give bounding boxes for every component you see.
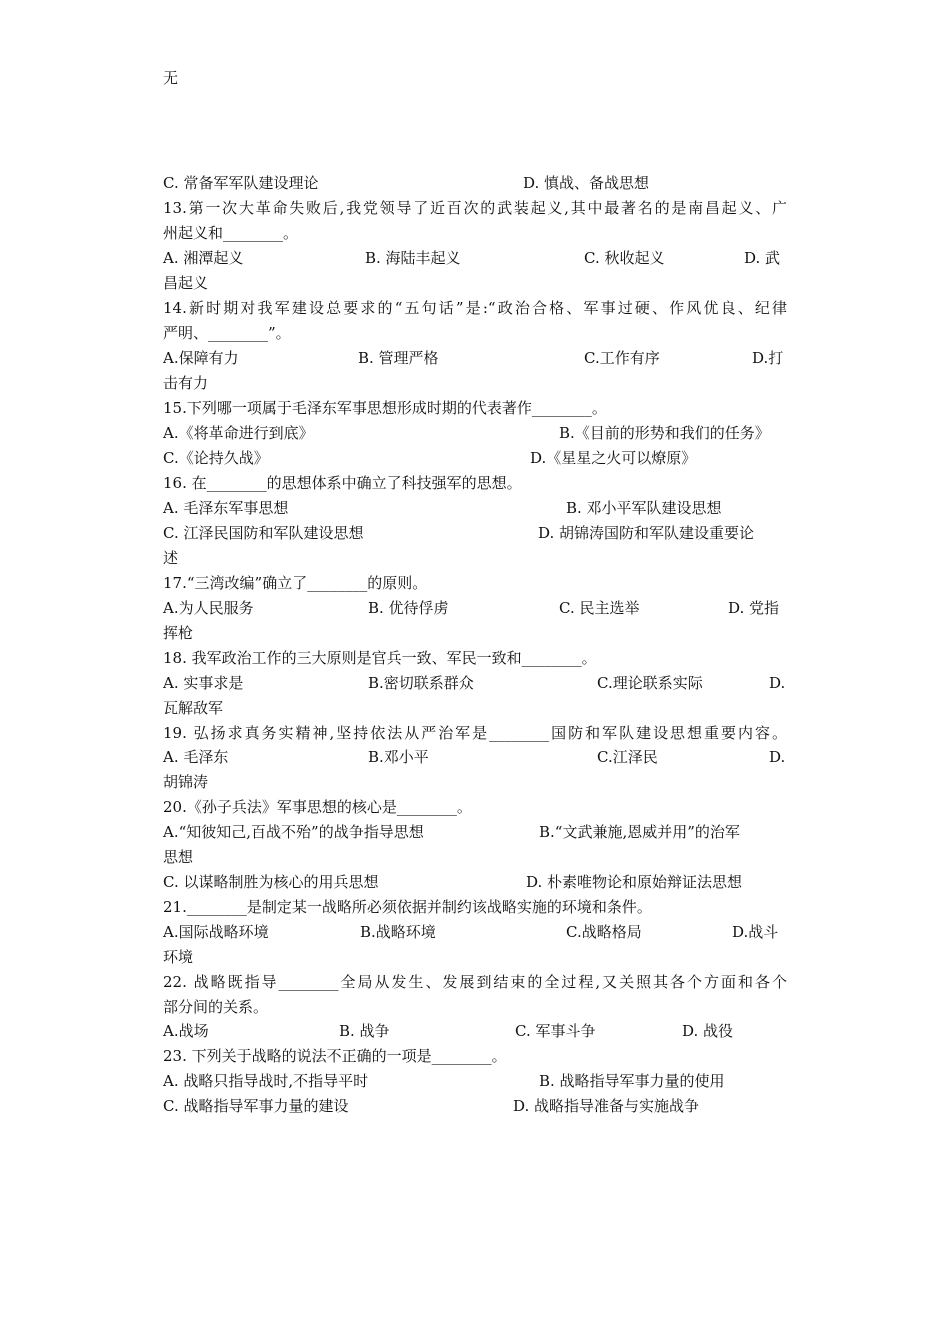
q13-option-d-wrap: 昌起义 bbox=[163, 274, 209, 292]
q15-text: 15.下列哪一项属于毛泽东军事思想形成时期的代表著作________。 bbox=[163, 399, 607, 417]
q22-text-line1: 22. 战略既指导________全局从发生、发展到结束的全过程,又关照其各个方面和各个 bbox=[163, 973, 787, 991]
q14-text-line1: 14.新时期对我军建设总要求的“五句话”是:“政治合格、军事过硬、作风优良、纪律 bbox=[163, 299, 787, 317]
option-d: D. bbox=[769, 748, 786, 766]
header-mark: 无 bbox=[163, 69, 179, 87]
q12-options-cd bbox=[163, 173, 787, 193]
option-a: A. 湘潭起义 bbox=[163, 249, 244, 267]
option-d: D. 战略指导准备与实施战争 bbox=[513, 1097, 700, 1115]
q15-options-cd bbox=[163, 448, 787, 468]
option-d: D. 武 bbox=[744, 249, 781, 267]
option-b: B.密切联系群众 bbox=[368, 674, 474, 692]
option-c: C.工作有序 bbox=[584, 349, 660, 367]
option-a: A.战场 bbox=[163, 1022, 209, 1040]
option-b: B.“文武兼施,恩威并用”的治军 bbox=[539, 823, 740, 841]
option-d: D.打 bbox=[752, 349, 784, 367]
option-a: A.“知彼知己,百战不殆”的战争指导思想 bbox=[163, 823, 424, 841]
q14-options bbox=[163, 348, 787, 368]
option-b: B. 海陆丰起义 bbox=[365, 249, 461, 267]
option-d: D. 朴素唯物论和原始辩证法思想 bbox=[526, 873, 743, 891]
q22-options bbox=[163, 1021, 787, 1041]
q22-text-line2: 部分间的关系。 bbox=[163, 998, 269, 1016]
option-a: A. 毛泽东 bbox=[163, 748, 229, 766]
q21-options bbox=[163, 922, 787, 942]
q17-text: 17.“三湾改编”确立了________的原则。 bbox=[163, 574, 428, 592]
q16-options-ab bbox=[163, 498, 787, 518]
option-b: B. 战略指导军事力量的使用 bbox=[539, 1072, 725, 1090]
q16-option-d-wrap: 述 bbox=[163, 549, 179, 567]
q19-options bbox=[163, 747, 787, 767]
option-a: A. 实事求是 bbox=[163, 674, 244, 692]
option-b: B.《目前的形势和我们的任务》 bbox=[559, 424, 770, 442]
option-c: C. 战略指导军事力量的建设 bbox=[163, 1097, 349, 1115]
option-c: C. 以谋略制胜为核心的用兵思想 bbox=[163, 873, 379, 891]
q21-text: 21.________是制定某一战略所必须依据并制约该战略实施的环境和条件。 bbox=[163, 898, 652, 916]
option-a: A.为人民服务 bbox=[163, 599, 254, 617]
q13-options bbox=[163, 248, 787, 268]
q16-text: 16. 在________的思想体系中确立了科技强军的思想。 bbox=[163, 474, 522, 492]
option-d: D. bbox=[769, 674, 786, 692]
option-b: B. 管理严格 bbox=[358, 349, 439, 367]
option-c: C. 常备军军队建设理论 bbox=[163, 174, 319, 192]
option-b: B. 战争 bbox=[339, 1022, 390, 1040]
q23-options-ab bbox=[163, 1071, 787, 1091]
option-a: A.保障有力 bbox=[163, 349, 239, 367]
option-d: D. 战役 bbox=[682, 1022, 734, 1040]
option-c: C. 秋收起义 bbox=[584, 249, 665, 267]
q20-options-cd bbox=[163, 872, 787, 892]
q20-options-ab bbox=[163, 822, 787, 842]
q23-text: 23. 下列关于战略的说法不正确的一项是________。 bbox=[163, 1047, 507, 1065]
q23-options-cd bbox=[163, 1096, 787, 1116]
option-a: A. 战略只指导战时,不指导平时 bbox=[163, 1072, 369, 1090]
q19-text: 19. 弘扬求真务实精神,坚持依法从严治军是________国防和军队建设思想重要内容。 bbox=[163, 724, 787, 742]
option-c: C. 民主选举 bbox=[559, 599, 640, 617]
q20-text: 20.《孙子兵法》军事思想的核心是________。 bbox=[163, 798, 472, 816]
option-c: C.江泽民 bbox=[597, 748, 658, 766]
option-b: B. 优待俘虏 bbox=[368, 599, 449, 617]
q14-text-line2: 严明、________”。 bbox=[163, 324, 291, 342]
q15-options-ab bbox=[163, 423, 787, 443]
option-b: B.邓小平 bbox=[368, 748, 429, 766]
q19-option-d-wrap: 胡锦涛 bbox=[163, 773, 209, 791]
option-a: A.《将革命进行到底》 bbox=[163, 424, 314, 442]
q21-option-d-wrap: 环境 bbox=[163, 948, 194, 966]
q20-option-b-wrap: 思想 bbox=[163, 848, 194, 866]
option-b: B. 邓小平军队建设思想 bbox=[566, 499, 722, 517]
option-b: B.战略环境 bbox=[360, 923, 436, 941]
option-d: D. 胡锦涛国防和军队建设重要论 bbox=[538, 524, 755, 542]
q17-options bbox=[163, 598, 787, 618]
option-c: C.战略格局 bbox=[566, 923, 642, 941]
option-d: D.《星星之火可以燎原》 bbox=[530, 449, 697, 467]
option-a: A. 毛泽东军事思想 bbox=[163, 499, 289, 517]
option-c: C.理论联系实际 bbox=[597, 674, 703, 692]
option-a: A.国际战略环境 bbox=[163, 923, 269, 941]
q16-options-cd bbox=[163, 523, 787, 543]
q18-text: 18. 我军政治工作的三大原则是官兵一致、军民一致和________。 bbox=[163, 649, 597, 667]
option-c: C.《论持久战》 bbox=[163, 449, 269, 467]
q14-option-d-wrap: 击有力 bbox=[163, 374, 209, 392]
q13-text-line2: 州起义和________。 bbox=[163, 224, 299, 242]
q18-option-d-wrap: 瓦解敌军 bbox=[163, 699, 224, 717]
option-c: C. 军事斗争 bbox=[515, 1022, 596, 1040]
q13-text-line1: 13.第一次大革命失败后,我党领导了近百次的武装起义,其中最著名的是南昌起义、广 bbox=[163, 199, 787, 217]
option-d: D. 党指 bbox=[728, 599, 780, 617]
option-c: C. 江泽民国防和军队建设思想 bbox=[163, 524, 364, 542]
q17-option-d-wrap: 挥枪 bbox=[163, 624, 194, 642]
option-d: D.战斗 bbox=[732, 923, 779, 941]
q18-options bbox=[163, 673, 787, 693]
option-d: D. 慎战、备战思想 bbox=[523, 174, 650, 192]
